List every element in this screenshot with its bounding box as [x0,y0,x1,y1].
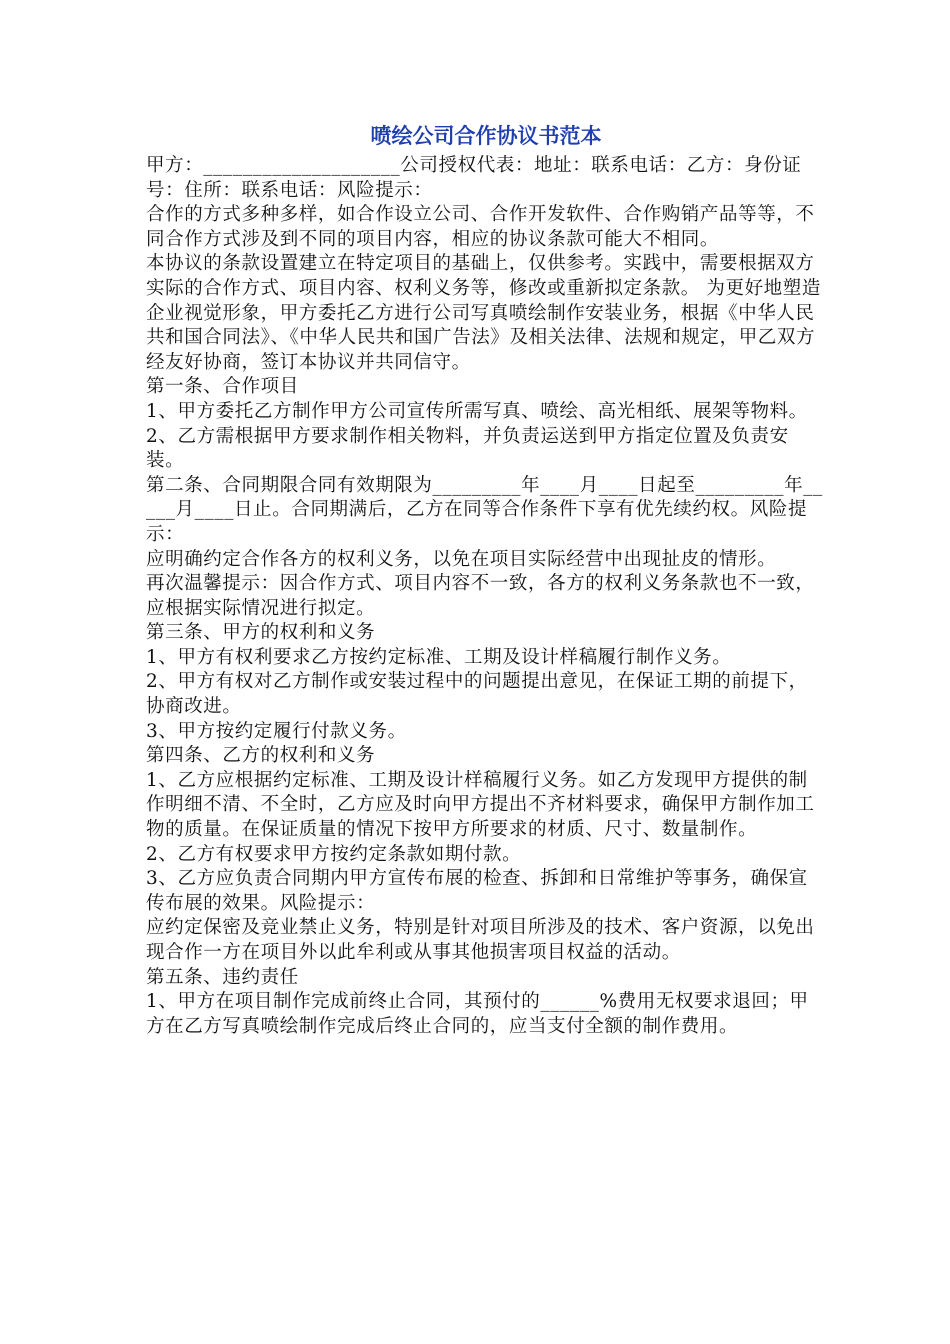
document-title: 喷绘公司合作协议书范本 [370,124,602,148]
paragraph: 1、甲方有权利要求乙方按约定标准、工期及设计样稿履行制作义务。 [146,646,732,668]
paragraph: 甲方：____________________公司授权代表：地址：联系电话：乙方：身份证号：住所：联系电话：风险提示： [146,155,802,201]
document-body [146,154,826,1039]
paragraph: 第二条、合同期限合同有效期限为_________年____月____日起至_________年_____月____日止。合同期满后，乙方在同等合作条件下享有优先续约权。风险提示： [146,474,823,545]
paragraph: 2、甲方有权对乙方制作或安装过程中的问题提出意见，在保证工期的前提下，协商改进。 [146,671,808,718]
paragraph: 应明确约定合作各方的权利义务，以免在项目实际经营中出现扯皮的情形。 [146,548,777,570]
paragraph: 2、乙方有权要求甲方按约定条款如期付款。 [146,843,522,865]
document-page [146,120,826,1039]
paragraph: 1、乙方应根据约定标准、工期及设计样稿履行义务。如乙方发现甲方提供的制作明细不清、不全时，乙方应及时向甲方提出不齐材料要求，确保甲方制作加工物的质量。在保证质量的情况下按甲方所要求的材质、尺寸、数量制作。 [146,769,815,841]
section-heading: 第四条、乙方的权利和义务 [146,745,376,767]
paragraph: 合作的方式多种多样，如合作设立公司、合作开发软件、合作购销产品等等，不同合作方式涉及到不同的项目内容，相应的协议条款可能大不相同。 [146,204,815,250]
section-heading: 第五条、违约责任 [146,966,299,988]
paragraph: 1、甲方委托乙方制作甲方公司宣传所需写真、喷绘、高光相纸、展架等物料。 [146,400,808,422]
paragraph: 再次温馨提示：因合作方式、项目内容不一致，各方的权利义务条款也不一致，应根据实际情况进行拟定。 [146,573,815,619]
paragraph: 3、乙方应负责合同期内甲方宣传布展的检查、拆卸和日常维护等事务，确保宣传布展的效果。风险提示： [146,868,808,914]
section-heading: 第三条、甲方的权利和义务 [146,622,376,644]
section-heading: 第一条、合作项目 [146,376,299,398]
paragraph: 应约定保密及竞业禁止义务，特别是针对项目所涉及的技术、客户资源，以免出现合作一方在项目外以此牟利或从事其他损害项目权益的活动。 [146,917,815,963]
paragraph: 2、乙方需根据甲方要求制作相关物料，并负责运送到甲方指定位置及负责安装。 [146,425,789,472]
paragraph: 3、甲方按约定履行付款义务。 [146,720,407,742]
paragraph: 本协议的条款设置建立在特定项目的基础上，仅供参考。实践中，需要根据双方实际的合作方式、项目内容、权利义务等，修改或重新拟定条款。 为更好地塑造企业视觉形象，甲方委托乙方进行公司写真喷绘制作安装业务，根据《中华人民共和国合同法》、《中华人民共和国广告法》及相关法律、法规和规定，甲乙双方经友好协商，签订本协议并共同信守。 [146,253,821,373]
paragraph: 1、甲方在项目制作完成前终止合同，其预付的______%费用无权要求退回；甲方在乙方写真喷绘制作完成后终止合同的，应当支付全额的制作费用。 [146,991,809,1037]
